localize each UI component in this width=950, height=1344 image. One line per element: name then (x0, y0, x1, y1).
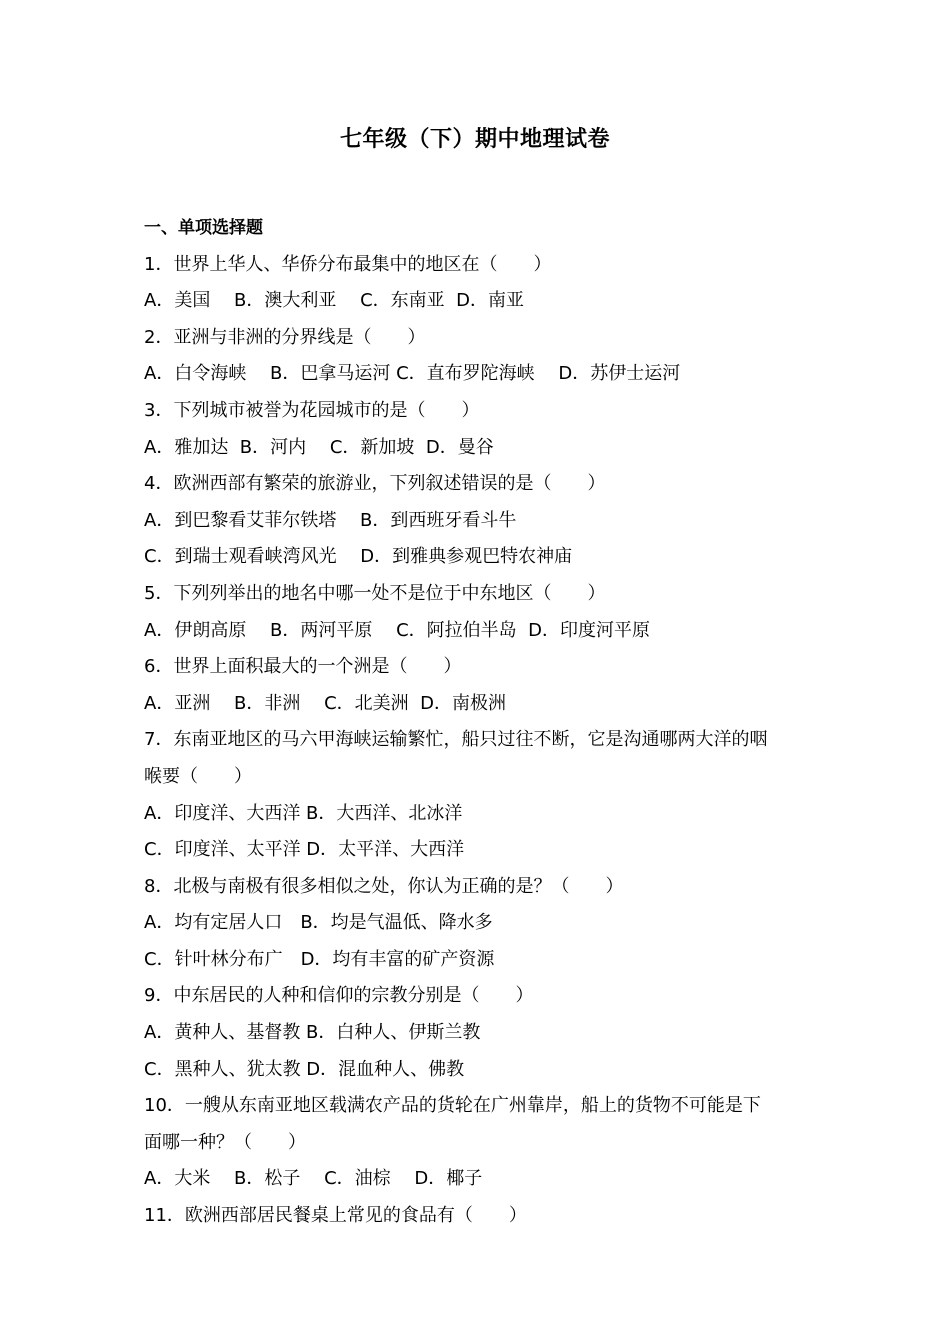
option-line: A．大米 B．松子 C．油棕 D．椰子 (144, 1168, 483, 1190)
exam-content (144, 210, 814, 1235)
question-line: 10．一艘从东南亚地区载满农产品的货轮在广州靠岸，船上的货物不可能是下 (144, 1095, 761, 1117)
question-line: 6．世界上面积最大的一个洲是（ ） (144, 656, 462, 678)
option-line: A．伊朗高原 B．两河平原 C．阿拉伯半岛 D．印度河平原 (144, 619, 650, 641)
question-line: 8．北极与南极有很多相似之处，你认为正确的是？（ ） (144, 875, 624, 897)
option-line: A．白令海峡 B．巴拿马运河 C．直布罗陀海峡 D．苏伊士运河 (144, 363, 681, 385)
option-line: A．雅加达 B．河内 C．新加坡 D．曼谷 (144, 436, 494, 458)
question-line: 2．亚洲与非洲的分界线是（ ） (144, 326, 426, 348)
option-line: A．到巴黎看艾菲尔铁塔 B．到西班牙看斗牛 (144, 509, 517, 531)
section-heading: 一、单项选择题 (144, 218, 263, 238)
option-line: A．黄种人、基督教 B．白种人、伊斯兰教 (144, 1022, 481, 1044)
option-line: C．针叶林分布广 D．均有丰富的矿产资源 (144, 948, 495, 970)
option-line: C．到瑞士观看峡湾风光 D．到雅典参观巴特农神庙 (144, 546, 573, 568)
option-line: A．印度洋、大西洋 B．大西洋、北冰洋 (144, 802, 463, 824)
page-title: 七年级（下）期中地理试卷 (339, 127, 610, 152)
option-line: A．均有定居人口 B．均是气温低、降水多 (144, 912, 493, 934)
option-line: C．印度洋、太平洋 D．太平洋、大西洋 (144, 839, 465, 861)
question-line: 1．世界上华人、华侨分布最集中的地区在（ ） (144, 253, 552, 275)
question-line-continued: 面哪一种？（ ） (144, 1131, 306, 1153)
question-line-continued: 喉要（ ） (144, 765, 252, 787)
question-line: 3．下列城市被誉为花园城市的是（ ） (144, 399, 480, 421)
question-line: 5．下列列举出的地名中哪一处不是位于中东地区（ ） (144, 582, 606, 604)
question-line: 4．欧洲西部有繁荣的旅游业，下列叙述错误的是（ ） (144, 473, 606, 495)
option-line: C．黑种人、犹太教 D．混血种人、佛教 (144, 1058, 465, 1080)
question-line: 11．欧洲西部居民餐桌上常见的食品有（ ） (144, 1205, 527, 1227)
option-line: A．亚洲 B．非洲 C．北美洲 D．南极洲 (144, 692, 506, 714)
question-line: 7．东南亚地区的马六甲海峡运输繁忙，船只过往不断，它是沟通哪两大洋的咽 (144, 729, 768, 751)
question-line: 9．中东居民的人种和信仰的宗教分别是（ ） (144, 985, 534, 1007)
option-line: A．美国 B．澳大利亚 C．东南亚 D．南亚 (144, 290, 524, 312)
